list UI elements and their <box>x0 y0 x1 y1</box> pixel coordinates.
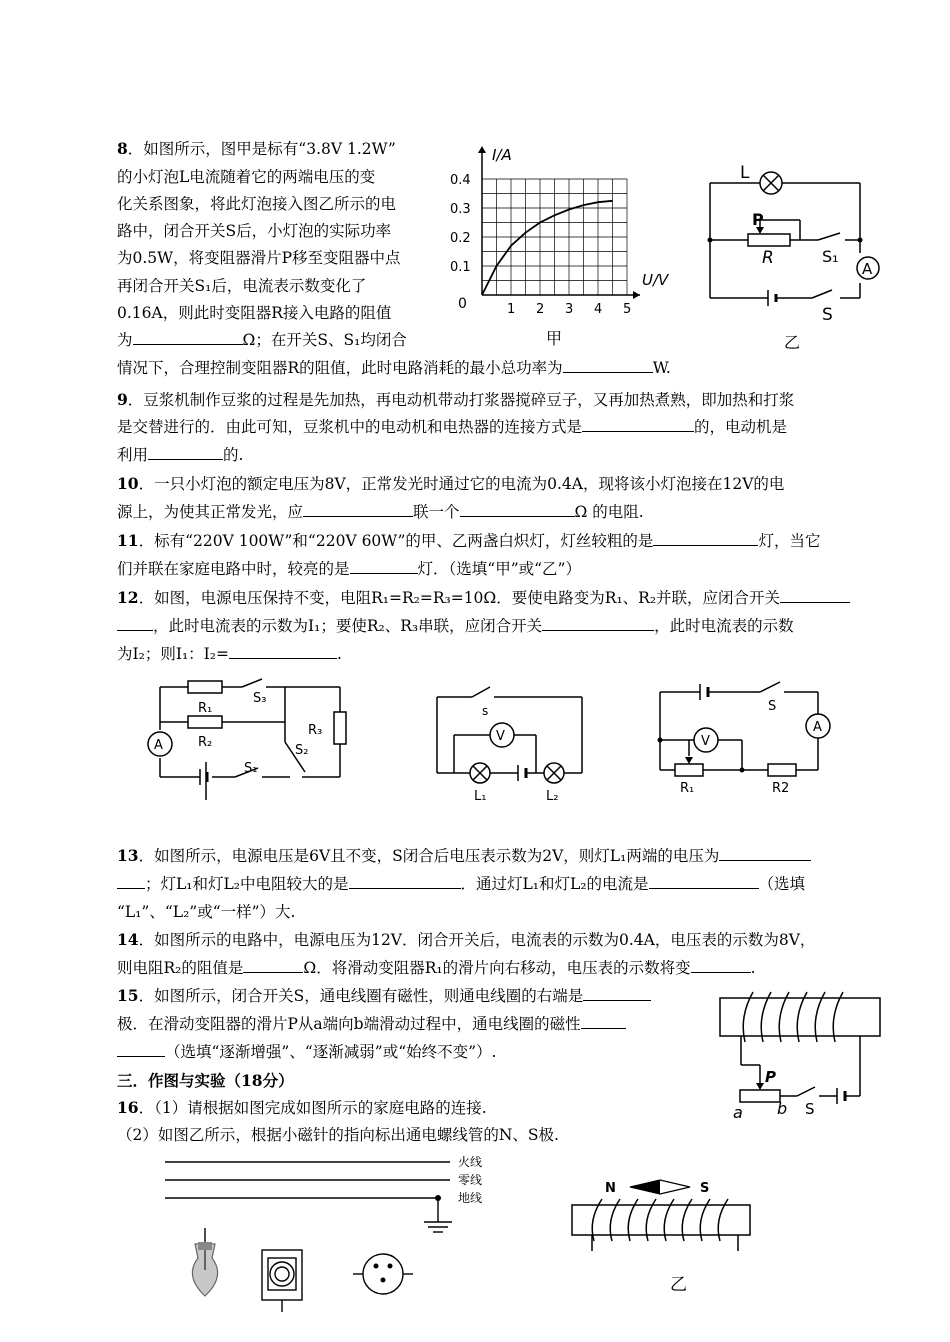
q12-line-1: 12．如图，电源电压保持不变，电阻R₁=R₂=R₃=10Ω．要使电路变为R₁、R₂并联，应闭合开关 <box>117 587 850 609</box>
q13-line-2: ；灯L₁和灯L₂中电阻较大的是 ．通过灯L₁和灯L₂的电流是 （选填 <box>117 873 805 895</box>
answer-blank[interactable] <box>243 958 303 973</box>
q9-line-2: 是交替进行的．由此可知，豆浆机中的电动机和电热器的连接方式是 的，电动机是 <box>117 418 788 436</box>
ammeter-A: A <box>813 720 822 735</box>
q8-line-5: 为0.5W，将变阻器滑片P移至变阻器中点 <box>117 249 401 267</box>
q16-line-1: 16．（1）请根据如图完成如图所示的家庭电路的连接. <box>117 1098 487 1117</box>
q8-line-9: 情况下，合理控制变阻器R的阻值，此时电路消耗的最小总功率为 W. <box>117 359 671 377</box>
coil-turn <box>743 992 753 1042</box>
neutral-wire-label: 零线 <box>458 1173 483 1187</box>
y-tick-label: 0.3 <box>450 202 471 217</box>
graph-caption: 甲 <box>546 329 563 348</box>
answer-blank[interactable] <box>653 531 758 546</box>
label-S1: S₁ <box>244 761 258 776</box>
answer-blank[interactable] <box>582 417 694 432</box>
q14-line-2: 则电阻R₂的阻值是 Ω．将滑动变阻器R₁的滑片向右移动，电压表的示数将变 . <box>117 959 756 977</box>
q15-line-2: 极．在滑动变阻器的滑片P从a端向b端滑动过程中，通电线圈的磁性 <box>117 1013 626 1035</box>
y-tick-label: 0.4 <box>450 173 471 188</box>
label-S: S <box>700 1181 710 1196</box>
solenoid-figure <box>560 1175 760 1335</box>
q8-line-2: 的小灯泡L电流随着它的两端电压的变 <box>117 168 376 186</box>
answer-blank[interactable] <box>691 958 751 973</box>
y-axis-label: I/A <box>492 146 512 164</box>
coil-turn <box>815 992 825 1042</box>
ammeter-A: A <box>862 260 873 278</box>
circuit-q14 <box>650 678 835 796</box>
x-axis-label: U/V <box>642 271 669 289</box>
q9-line-3: 利用 的. <box>117 446 244 464</box>
label-S: S <box>805 1100 815 1118</box>
household-circuit <box>150 1150 520 1340</box>
label-P: P <box>765 1068 776 1086</box>
coil-turn <box>833 992 843 1042</box>
q11-line-1: 11．标有“220V 100W”和“220V 60W”的甲、乙两盏白炽灯，灯丝较粗的是 灯，当它 <box>117 531 821 550</box>
answer-blank[interactable] <box>303 502 413 517</box>
label-S: S <box>822 305 833 325</box>
figure-caption: 乙 <box>670 1275 687 1295</box>
answer-blank[interactable] <box>350 559 418 574</box>
answer-blank[interactable] <box>229 644 337 659</box>
answer-blank[interactable] <box>563 358 653 373</box>
ground-wire-label: 地线 <box>458 1191 483 1205</box>
label-S1: S₁ <box>822 247 839 266</box>
y-axis-arrow <box>478 146 486 153</box>
iu-curve <box>482 201 613 295</box>
live-wire-label: 火线 <box>458 1155 483 1169</box>
voltmeter-V: V <box>701 734 710 749</box>
q13-line-1: 13．如图所示，电源电压是6V且不变，S闭合后电压表示数为2V，则灯L₁两端的电压为 <box>117 845 811 867</box>
answer-blank[interactable] <box>649 874 759 889</box>
q15-line-1: 15．如图所示，闭合开关S，通电线圈有磁性，则通电线圈的右端是 <box>117 985 651 1007</box>
x-tick-label: 1 <box>507 302 516 317</box>
answer-blank[interactable] <box>583 986 651 1001</box>
q11-line-2: 们并联在家庭电路中时，较亮的是 灯．（选填“甲”或“乙”） <box>117 560 581 578</box>
answer-blank[interactable] <box>581 1014 626 1029</box>
bulb-socket <box>198 1242 212 1250</box>
answer-blank-continued[interactable] <box>117 616 153 631</box>
graph-grid <box>482 179 627 295</box>
label-R3: R₃ <box>308 723 323 738</box>
q9-line-1: 9．豆浆机制作豆浆的过程是先加热，再电动机带动打浆器搅碎豆子，又再加热煮熟，即加热和打浆 <box>117 390 795 409</box>
q13-line-3: “L₁”、“L₂”或“一样”）大. <box>117 903 296 921</box>
origin-label: 0 <box>458 296 467 312</box>
q8-line-1: 8．如图所示，图甲是标有“3.8V 1.2W” <box>117 139 396 158</box>
voltmeter-V: V <box>496 729 505 744</box>
circuit-q12 <box>140 672 355 807</box>
coil-turn <box>761 992 771 1042</box>
answer-blank[interactable] <box>148 445 223 460</box>
coil-turn <box>779 992 789 1042</box>
answer-blank[interactable] <box>542 616 654 631</box>
q8-line-7: 0.16A，则此时变阻器R接入电路的阻值 <box>117 304 392 322</box>
answer-blank[interactable] <box>460 502 575 517</box>
x-tick-label: 3 <box>565 302 574 317</box>
label-s: s <box>482 704 489 718</box>
label-b: b <box>777 1099 788 1118</box>
y-tick-labels <box>450 173 471 275</box>
label-R2: R₂ <box>198 735 213 750</box>
x-tick-label: 4 <box>594 302 603 317</box>
q10-line-1: 10．一只小灯泡的额定电压为8V，正常发光时通过它的电流为0.4A，现将该小灯泡接在12V的电 <box>117 474 785 493</box>
answer-blank[interactable] <box>349 874 461 889</box>
label-L2: L₂ <box>546 789 559 804</box>
label-P: P <box>752 210 764 229</box>
iu-graph <box>440 140 680 350</box>
label-S: S <box>768 699 777 714</box>
label-L1: L₁ <box>474 789 487 804</box>
ammeter-A: A <box>154 738 163 753</box>
x-tick-label: 5 <box>623 302 632 317</box>
answer-blank-continued[interactable] <box>117 1042 165 1057</box>
q10-line-2: 源上，为使其正常发光，应 联一个 Ω 的电阻. <box>117 503 644 521</box>
q8-line-8: 为 Ω；在开关S、S₁均闭合 <box>117 331 407 349</box>
answer-blank[interactable] <box>133 330 243 345</box>
q15-line-3: （选填“逐渐增强”、“逐渐减弱”或“始终不变”）. <box>117 1041 496 1063</box>
q12-line-2: ，此时电流表的示数为I₁；要使R₂、R₃串联，应闭合开关 ，此时电流表的示数 <box>117 615 794 637</box>
x-tick-label: 2 <box>536 302 545 317</box>
q14-line-1: 14．如图所示的电路中，电源电压为12V．闭合开关后，电流表的示数为0.4A，电压表的示数为8V， <box>117 930 816 949</box>
x-tick-labels <box>507 302 631 317</box>
label-a: a <box>733 1103 743 1122</box>
label-R1: R₁ <box>198 701 213 716</box>
q12-line-3: 为I₂；则I₁：I₂= . <box>117 645 342 663</box>
section-title: 三．作图与实验（18分） <box>117 1071 294 1090</box>
y-tick-label: 0.2 <box>450 231 471 246</box>
q8-line-3: 化关系图象，将此灯泡接入图乙所示的电 <box>117 195 397 213</box>
coil-turn <box>797 992 807 1042</box>
label-R2: R2 <box>772 781 790 796</box>
coil-circuit-q15 <box>715 990 895 1135</box>
label-S2: S₂ <box>295 743 309 758</box>
answer-blank-continued[interactable] <box>117 874 145 889</box>
circuit-yi <box>700 158 885 353</box>
circuit-q13 <box>432 685 592 805</box>
label-N: N <box>605 1181 616 1196</box>
q8-line-4: 路中，闭合开关S后，小灯泡的实际功率 <box>117 222 392 240</box>
coil-windings <box>743 992 843 1042</box>
q16-line-2: （2）如图乙所示，根据小磁针的指向标出通电螺线管的N、S极. <box>117 1126 559 1144</box>
label-S3: S₃ <box>253 691 267 706</box>
answer-blank[interactable] <box>719 846 811 861</box>
label-R: R <box>762 248 774 268</box>
label-L: L <box>740 163 750 183</box>
q8-line-6: 再闭合开关S₁后，电流表示数变化了 <box>117 277 367 295</box>
y-tick-label: 0.1 <box>450 260 471 275</box>
label-R1: R₁ <box>680 781 695 796</box>
answer-blank[interactable] <box>780 588 850 603</box>
circuit-caption: 乙 <box>784 333 801 352</box>
x-axis-arrow <box>633 291 640 299</box>
